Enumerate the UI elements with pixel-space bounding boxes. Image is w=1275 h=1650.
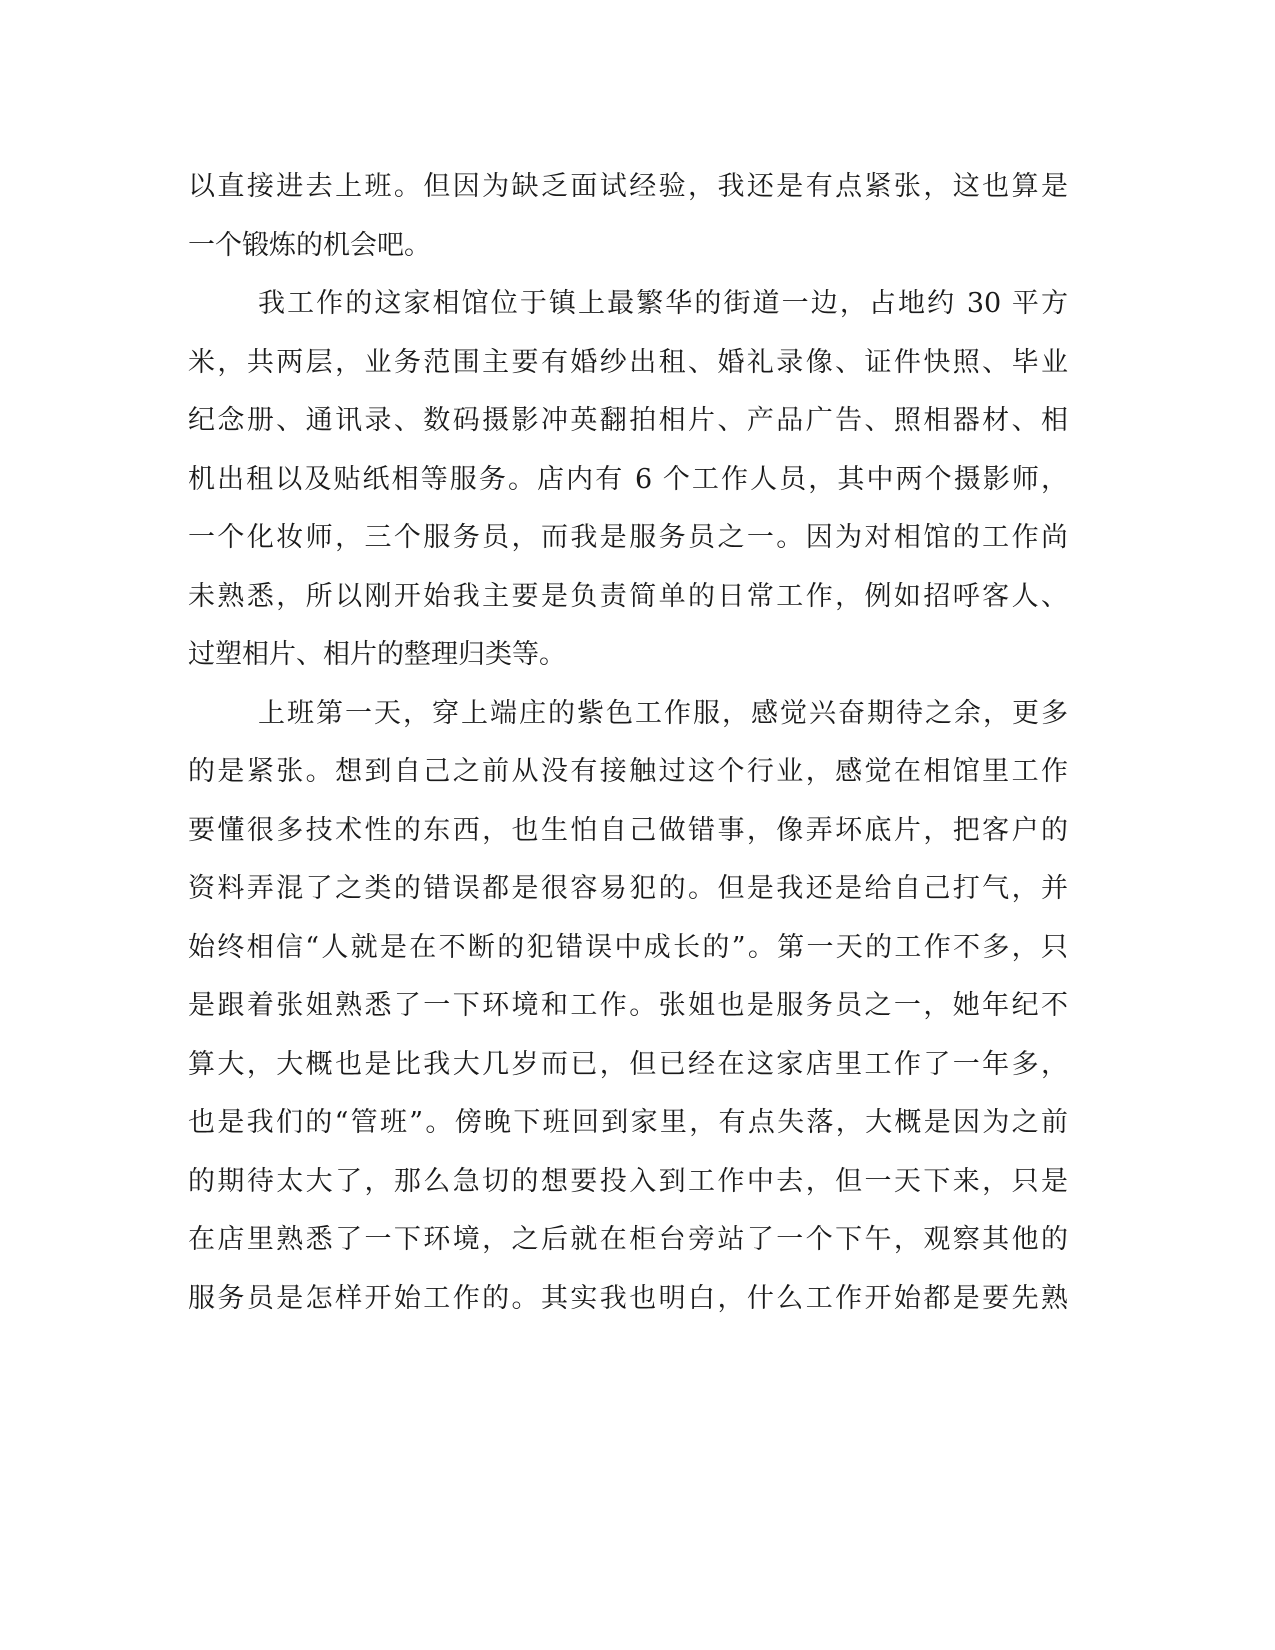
text-line: 在店里熟悉了一下环境，之后就在柜台旁站了一个下午，观察其他的	[188, 1224, 1068, 1255]
paragraph-start-line: 上班第一天，穿上端庄的紫色工作服，感觉兴奋期待之余，更多	[258, 697, 1068, 729]
text-line: 始终相信“人就是在不断的犯错误中成长的”。第一天的工作不多，只	[188, 931, 1068, 963]
text-line: 机出租以及贴纸相等服务。店内有 6 个工作人员，其中两个摄影师，	[188, 463, 1068, 495]
paragraph-start-line: 我工作的这家相馆位于镇上最繁华的街道一边，占地约 30 平方	[258, 288, 1068, 319]
text-line: 是跟着张姐熟悉了一下环境和工作。张姐也是服务员之一，她年纪不	[188, 990, 1068, 1021]
text-line: 过塑相片、相片的整理归类等。	[188, 639, 566, 670]
text-line: 要懂很多技术性的东西，也生怕自己做错事，像弄坏底片，把客户的	[188, 814, 1068, 846]
text-line: 也是我们的“管班”。傍晚下班回到家里，有点失落，大概是因为之前	[188, 1107, 1068, 1138]
document-body	[188, 158, 1068, 1328]
text-line: 服务员是怎样开始工作的。其实我也明白，什么工作开始都是要先熟	[188, 1282, 1068, 1314]
text-line: 未熟悉，所以刚开始我主要是负责简单的日常工作，例如招呼客人、	[188, 580, 1068, 612]
text-line: 以直接进去上班。但因为缺乏面试经验，我还是有点紧张，这也算是	[188, 171, 1068, 202]
text-line: 米，共两层，业务范围主要有婚纱出租、婚礼录像、证件快照、毕业	[188, 346, 1068, 378]
text-line: 的期待太大了，那么急切的想要投入到工作中去，但一天下来，只是	[188, 1165, 1068, 1197]
text-line: 算大，大概也是比我大几岁而已，但已经在这家店里工作了一年多，	[188, 1048, 1068, 1080]
text-line: 资料弄混了之类的错误都是很容易犯的。但是我还是给自己打气，并	[188, 873, 1068, 904]
text-line: 一个锻炼的机会吧。	[188, 229, 431, 261]
text-line: 纪念册、通讯录、数码摄影冲英翻拍相片、产品广告、照相器材、相	[188, 405, 1068, 436]
text-line: 一个化妆师，三个服务员，而我是服务员之一。因为对相馆的工作尚	[188, 522, 1068, 553]
text-line: 的是紧张。想到自己之前从没有接触过这个行业，感觉在相馆里工作	[188, 756, 1068, 787]
